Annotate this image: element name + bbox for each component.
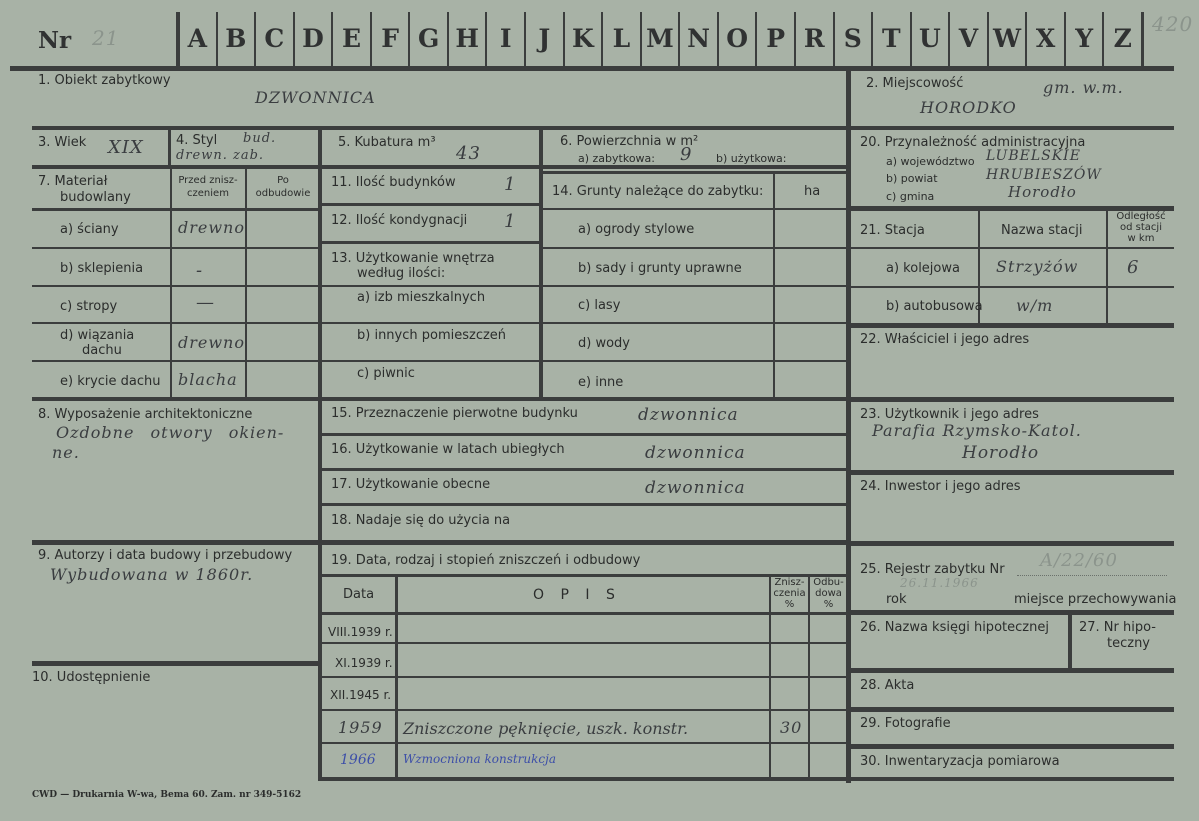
index-letter: V — [958, 24, 979, 53]
divider — [485, 12, 487, 68]
divider — [850, 397, 1174, 402]
divider — [318, 128, 322, 780]
f5-value[interactable]: 43 — [456, 143, 481, 164]
f14-unit: ha — [804, 184, 821, 199]
divider — [32, 661, 320, 666]
divider — [320, 322, 542, 324]
divider — [320, 742, 848, 744]
f21-col-dist-2: od stacji — [1120, 222, 1162, 233]
f7-row-d-value[interactable]: drewno — [178, 333, 245, 352]
divider — [910, 12, 912, 68]
f19-row-3-date: XII.1945 r. — [330, 688, 392, 702]
divider — [541, 322, 848, 324]
divider — [318, 777, 851, 781]
f19-row-4-desc[interactable]: Zniszczone pęknięcie, uszk. konstr. — [403, 719, 689, 738]
divider — [987, 12, 989, 68]
index-letter: A — [187, 24, 207, 53]
divider — [850, 668, 1174, 673]
divider — [32, 285, 320, 287]
divider — [170, 168, 172, 398]
f5-label: 5. Kubatura m³ — [338, 135, 436, 150]
divider — [370, 12, 372, 68]
divider — [541, 171, 848, 174]
f22-label: 22. Właściciel i jego adres — [860, 332, 1030, 347]
index-letter: P — [766, 24, 786, 53]
f21-a-name[interactable]: Strzyżów — [996, 257, 1079, 276]
f15-value[interactable]: dzwonnica — [638, 405, 739, 425]
divider — [524, 12, 526, 68]
f16-label: 16. Użytkowanie w latach ubiegłych — [331, 442, 565, 457]
f17-value[interactable]: dzwonnica — [645, 478, 746, 498]
f25-value[interactable]: A/22/60 — [1040, 550, 1118, 571]
index-letter: M — [646, 24, 674, 53]
divider — [850, 610, 1174, 615]
index-letter: D — [302, 24, 324, 53]
f28-label: 28. Akta — [860, 678, 915, 693]
divider — [216, 12, 218, 68]
index-letter: L — [612, 24, 631, 53]
f2-extra[interactable]: gm. w.m. — [1043, 78, 1124, 97]
divider — [871, 12, 873, 68]
index-letter: F — [381, 24, 399, 53]
f19-col-desc: O P I S — [533, 587, 621, 603]
divider — [320, 360, 542, 362]
divider — [320, 203, 542, 206]
f21-a-dist[interactable]: 6 — [1127, 257, 1140, 278]
f13-c: c) piwnic — [357, 366, 415, 381]
divider — [850, 777, 1174, 781]
index-letter: X — [1035, 24, 1056, 53]
f2-label: 2. Miejscowość — [866, 76, 964, 91]
f7-label-line2: budowlany — [60, 190, 131, 205]
nr-label: Nr — [38, 27, 72, 54]
f7-row-e-value[interactable]: blacha — [178, 370, 238, 389]
f19-row-1-date: VIII.1939 r. — [328, 625, 393, 639]
f21-b-label: b) autobusowa — [886, 299, 983, 314]
f7-label-line1: 7. Materiał — [38, 174, 108, 189]
divider — [1025, 12, 1027, 68]
index-letter: G — [417, 24, 440, 53]
divider — [320, 241, 542, 244]
f4-label: 4. Styl — [176, 133, 218, 148]
f3-value[interactable]: XIX — [108, 137, 144, 158]
divider — [640, 12, 642, 68]
divider — [168, 128, 171, 167]
f30-label: 30. Inwentaryzacja pomiarowa — [860, 754, 1060, 769]
index-letter: N — [687, 24, 710, 53]
f27-label-1: 27. Nr hipo- — [1079, 620, 1156, 635]
f3-label: 3. Wiek — [38, 135, 87, 150]
divider — [850, 744, 1174, 749]
f19-col-destr-2: czenia — [773, 588, 806, 599]
divider — [833, 12, 835, 68]
f8-value-line2[interactable]: ne. — [52, 443, 80, 462]
f20-b-value[interactable]: HRUBIESZÓW — [986, 167, 1102, 183]
f25-dotted-line — [1017, 575, 1167, 576]
divider — [320, 676, 848, 678]
divider — [850, 247, 1174, 249]
f23-label: 23. Użytkownik i jego adres — [860, 407, 1039, 422]
f12-label: 12. Ilość kondygnacji — [331, 213, 468, 228]
divider — [755, 12, 757, 68]
f25-rok-label: rok — [886, 592, 907, 607]
index-letter: H — [455, 24, 479, 53]
index-letter: S — [843, 24, 862, 53]
divider — [563, 12, 565, 68]
f9-label: 9. Autorzy i data budowy i przebudowy — [38, 548, 293, 563]
f23-value-line1[interactable]: Parafia Rzymsko-Katol. — [872, 421, 1082, 440]
divider — [331, 12, 333, 68]
f13-label-1: 13. Użytkowanie wnętrza — [331, 251, 495, 266]
nr-value: 21 — [92, 26, 120, 50]
f19-row-5-date[interactable]: 1966 — [340, 752, 376, 768]
f20-c-value[interactable]: Horodło — [1008, 183, 1077, 201]
f9-value[interactable]: Wybudowana w 1860r. — [50, 565, 254, 584]
divider — [794, 12, 796, 68]
f23-value-line2[interactable]: Horodło — [962, 443, 1040, 463]
f4-value-line2[interactable]: drewn. zab. — [176, 148, 265, 163]
f1-label: 1. Obiekt zabytkowy — [38, 73, 171, 88]
f7-col-after-1: Po — [277, 175, 289, 186]
index-letter: K — [572, 24, 594, 53]
divider — [32, 247, 320, 249]
f7-row-c-value[interactable]: — — [196, 292, 215, 313]
divider — [717, 12, 719, 68]
f26-label: 26. Nazwa księgi hipotecznej — [860, 620, 1049, 635]
f7-row-b-value[interactable]: - — [196, 260, 204, 281]
printer-imprint: CWD — Drukarnia W-wa, Bema 60. Zam. nr 349-5162 — [32, 790, 302, 800]
divider — [176, 12, 180, 68]
f1-value[interactable]: DZWONNICA — [255, 88, 376, 107]
divider — [320, 503, 848, 506]
f14-row-c: c) lasy — [578, 298, 621, 313]
f4-value-line1[interactable]: bud. — [243, 131, 277, 146]
index-letter: I — [499, 24, 512, 53]
f25-place-label: miejsce przechowywania — [1014, 592, 1177, 607]
f7-col-before-1: Przed znisz- — [178, 175, 238, 186]
divider — [1141, 12, 1144, 68]
divider — [1102, 12, 1104, 68]
f8-value-line1[interactable]: Ozdobne otwory okien- — [56, 423, 285, 442]
f7-row-a-label: a) ściany — [60, 222, 119, 237]
f18-label: 18. Nadaje się do użycia na — [331, 513, 511, 528]
divider — [320, 468, 848, 471]
divider — [245, 168, 247, 398]
divider — [850, 286, 1174, 288]
index-letter: C — [264, 24, 285, 53]
index-letter: Z — [1113, 24, 1132, 53]
f7-col-before-2: czeniem — [187, 188, 229, 199]
divider — [408, 12, 410, 68]
divider — [32, 126, 848, 130]
divider — [320, 285, 542, 287]
f8-label: 8. Wyposażenie architektoniczne — [38, 407, 253, 422]
divider — [320, 433, 848, 436]
f25-date[interactable]: 26.11.1966 — [900, 576, 979, 590]
f11-value[interactable]: 1 — [504, 174, 517, 195]
divider — [32, 165, 848, 169]
f7-row-d-label-2: dachu — [82, 343, 122, 358]
index-letter: J — [538, 24, 551, 53]
divider — [678, 12, 680, 68]
index-letter: E — [341, 24, 362, 53]
divider — [32, 360, 320, 362]
f14-label: 14. Grunty należące do zabytku: — [552, 184, 764, 199]
index-letter: R — [803, 24, 825, 53]
divider — [320, 709, 848, 711]
f14-row-e: e) inne — [578, 375, 624, 390]
f16-value[interactable]: dzwonnica — [645, 443, 746, 463]
f20-a-label: a) województwo — [886, 155, 975, 168]
f21-b-name[interactable]: w/m — [1016, 296, 1054, 315]
f7-row-b-label: b) sklepienia — [60, 261, 144, 276]
f7-row-c-label: c) stropy — [60, 299, 118, 314]
divider — [320, 642, 848, 644]
f19-col-rebuilt-1: Odbu- — [813, 577, 844, 588]
f21-col-dist-1: Odległość — [1116, 211, 1166, 222]
f12-value[interactable]: 1 — [504, 211, 517, 232]
divider — [1064, 12, 1066, 68]
divider — [850, 541, 1174, 546]
divider — [541, 360, 848, 362]
f27-label-2: teczny — [1107, 636, 1150, 651]
f6-b-label: b) użytkowa: — [716, 152, 787, 165]
f19-col-destr-3: % — [784, 599, 795, 610]
divider — [447, 12, 449, 68]
index-letter: W — [992, 24, 1022, 53]
f19-row-2-date: XI.1939 r. — [335, 656, 393, 670]
divider — [10, 66, 1174, 71]
index-letter: T — [882, 24, 901, 53]
index-letter: O — [726, 24, 748, 53]
f13-label-2: według ilości: — [357, 266, 446, 281]
f13-a: a) izb mieszkalnych — [357, 290, 486, 305]
f19-row-4-date[interactable]: 1959 — [338, 718, 383, 737]
divider — [293, 12, 295, 68]
divider — [948, 12, 950, 68]
f19-col-rebuilt-2: dowa — [815, 588, 842, 599]
f19-col-date: Data — [343, 587, 375, 602]
f19-row-5-desc[interactable]: Wzmocniona konstrukcja — [403, 752, 557, 766]
f19-col-rebuilt-3: % — [823, 599, 834, 610]
f20-label: 20. Przynależność administracyjna — [860, 135, 1086, 150]
divider — [541, 247, 848, 249]
divider — [254, 12, 256, 68]
index-letter: B — [225, 24, 247, 53]
f14-row-d: d) wody — [578, 336, 630, 351]
index-letter: Y — [1075, 24, 1094, 53]
divider — [541, 285, 848, 287]
divider — [850, 470, 1174, 475]
divider — [32, 540, 848, 545]
f19-label: 19. Data, rodzaj i stopień zniszczeń i odbudowy — [331, 553, 641, 568]
f29-label: 29. Fotografie — [860, 716, 951, 731]
f20-a-value[interactable]: LUBELSKIE — [986, 148, 1081, 164]
f6-a-value[interactable]: 9 — [680, 144, 693, 165]
f2-value[interactable]: HORODKO — [920, 98, 1017, 117]
f20-b-label: b) powiat — [886, 172, 938, 185]
f14-row-b: b) sady i grunty uprawne — [578, 261, 742, 276]
f25-label: 25. Rejestr zabytku Nr — [860, 562, 1005, 577]
f21-col-name: Nazwa stacji — [1001, 223, 1083, 238]
divider — [395, 576, 398, 780]
index-letter: U — [918, 24, 941, 53]
f21-col-dist-3: w km — [1127, 233, 1155, 244]
f21-label: 21. Stacja — [860, 223, 925, 238]
f21-a-label: a) kolejowa — [886, 261, 960, 276]
f7-row-a-value[interactable]: drewno — [178, 218, 245, 237]
f20-c-label: c) gmina — [886, 190, 935, 203]
f14-row-a: a) ogrody stylowe — [578, 222, 695, 237]
divider — [1068, 613, 1072, 671]
divider — [541, 208, 848, 210]
f6-a-label: a) zabytkowa: — [578, 152, 655, 165]
divider — [32, 322, 320, 324]
f17-label: 17. Użytkowanie obecne — [331, 477, 491, 492]
f7-row-d-label-1: d) wiązania — [60, 328, 135, 343]
f6-label: 6. Powierzchnia w m² — [560, 134, 699, 149]
divider — [850, 707, 1174, 712]
f15-label: 15. Przeznaczenie pierwotne budynku — [331, 406, 578, 421]
f13-b: b) innych pomieszczeń — [357, 328, 507, 343]
f19-row-4-destr[interactable]: 30 — [780, 718, 803, 737]
f24-label: 24. Inwestor i jego adres — [860, 479, 1021, 494]
f7-col-after-2: odbudowie — [255, 188, 311, 199]
f10-label: 10. Udostępnienie — [32, 670, 151, 685]
divider — [32, 397, 848, 401]
corner-number: 420 — [1152, 12, 1194, 36]
divider — [601, 12, 603, 68]
divider — [850, 323, 1174, 328]
divider — [850, 126, 1174, 130]
f19-col-destr-1: Znisz- — [774, 577, 805, 588]
f11-label: 11. Ilość budynków — [331, 175, 456, 190]
divider — [32, 208, 320, 211]
f7-row-e-label: e) krycie dachu — [60, 374, 161, 389]
